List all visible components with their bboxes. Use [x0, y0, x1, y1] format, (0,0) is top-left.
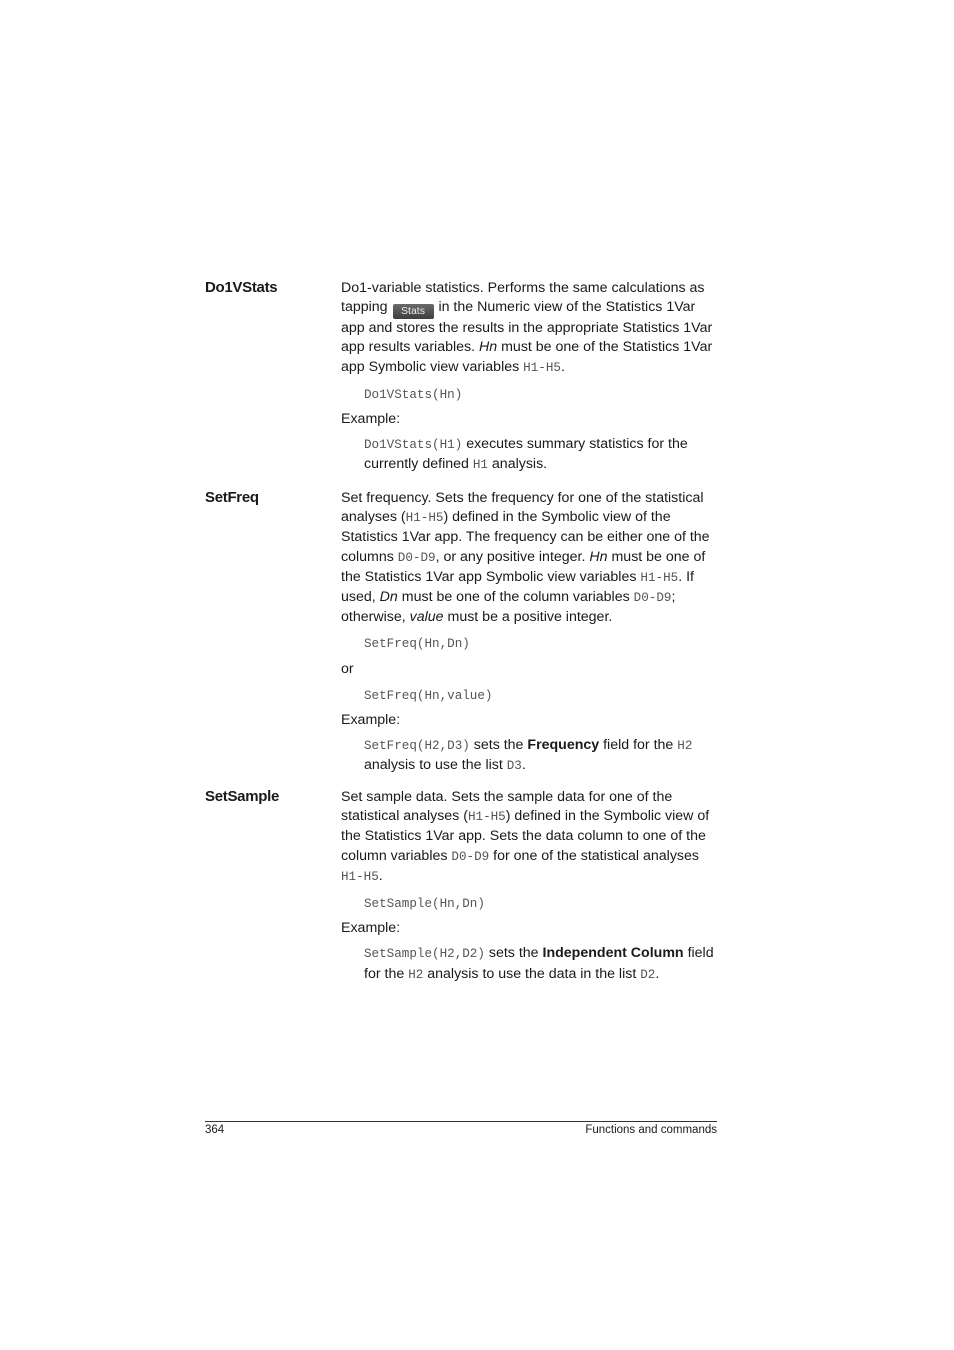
- footer-divider: [205, 1121, 717, 1122]
- description-setsample: [341, 788, 717, 985]
- example-text: Do1VStats(H1) executes summary statistics for the currently defined H1 analysis.: [364, 436, 688, 473]
- syntax-line: SetFreq(Hn,Dn): [364, 637, 470, 652]
- description-paragraph: Set frequency. Sets the frequency for one of the statistical analyses (H1-H5) defined in the Symbolic view of the Statistics 1Var app. The frequency can be either one of the columns D0-D9, or any positive integer. Hn must be one of the Statistics 1Var app Symbolic view variables H1-H5. If used, Dn must be one of the column variables D0-D9; otherwise, value must be a positive integer.: [341, 490, 710, 626]
- page-number: 364: [205, 1124, 225, 1136]
- term-setsample: SetSample: [205, 788, 279, 805]
- term-do1vstats: Do1VStats: [205, 279, 278, 296]
- example-text: SetFreq(H2,D3) sets the Frequency field for the H2 analysis to use the list D3.: [364, 737, 693, 774]
- term-setfreq: SetFreq: [205, 489, 259, 506]
- syntax-line: SetSample(Hn,Dn): [364, 897, 485, 912]
- description-setfreq: [341, 489, 717, 777]
- description-paragraph: Do1-variable statistics. Performs the same calculations as tapping Stats in the Numeric view of the Statistics 1Var app and stores the results in the appropriate Statistics 1Var app results variables. Hn must be one of the Statistics 1Var app Symbolic view variables H1-H5.: [341, 280, 713, 375]
- or-label: or: [341, 660, 354, 677]
- example-label: Example:: [341, 920, 401, 937]
- footer-section-title: Functions and commands: [585, 1124, 717, 1136]
- stats-button: Stats: [393, 304, 434, 319]
- syntax-line: SetFreq(Hn,value): [364, 688, 493, 703]
- description-paragraph: Set sample data. Sets the sample data for one of the statistical analyses (H1-H5) defined in the Symbolic view of the Statistics 1Var app. Sets the data column to one of the column variables D0-D9 for one of the statistical analyses H1-H5.: [341, 789, 710, 884]
- example-text: SetSample(H2,D2) sets the Independent Column field for the H2 analysis to use the data in the list D2.: [364, 945, 714, 982]
- description-do1vstats: [341, 279, 717, 476]
- example-label: Example:: [341, 411, 401, 428]
- example-label: Example:: [341, 712, 401, 729]
- syntax-line: Do1VStats(Hn): [364, 387, 463, 402]
